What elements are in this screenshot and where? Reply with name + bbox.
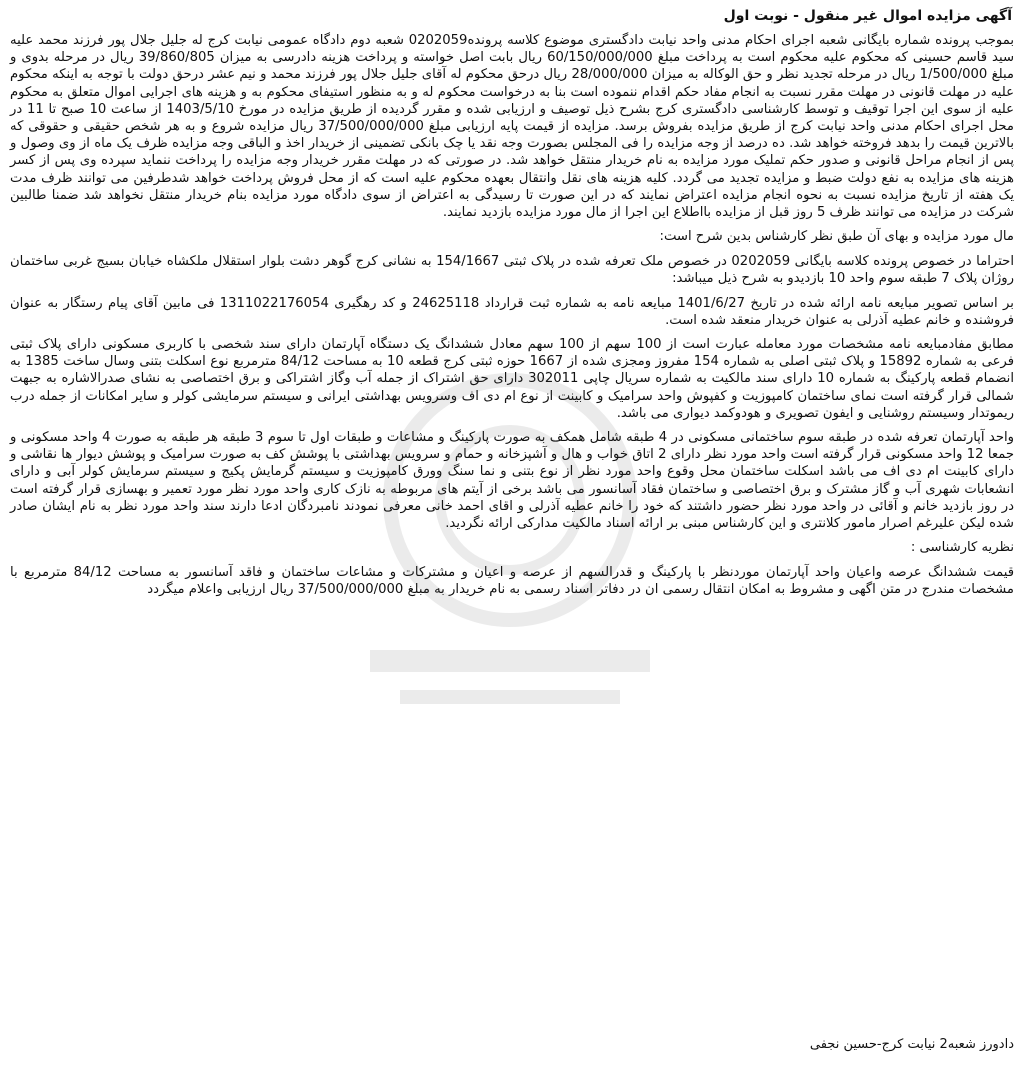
signature-footer: دادورز شعبه2 نیابت کرج-حسین نجفی <box>809 1037 1014 1052</box>
notice-title: آگهی مزایده اموال غیر منقول - نوبت اول <box>723 8 1012 24</box>
expert-valuation-paragraph: قیمت ششدانگ عرصه واعیان واحد آپارتمان موردنظر با پارکینگ و قدرالسهم از عرصه و اعیان و مشترکات و مشاعات ساختمان و فاقد آسانسور به مساحت 84/12 مترمربع با مشخصات مندرج در متن اگهی و مشروط به امکان انتقال رسمی ان در دفاتر اسناد رسمی به نام خریدار به مبلغ 37/500/000/000 ریال ارزیابی واعلام میگردد <box>10 565 1015 598</box>
contract-paragraph: بر اساس تصویر مبایعه نامه ارائه شده در تاریخ 1401/6/27 مبایعه نامه به شماره ثبت قرارداد 24625118 و کد رهگیری 1311022176054 فی مابین آقای پیام رستگار به عنوان فروشنده و خانم عطیه آذرلی به عنوان خریدار منعقد شده است. <box>10 295 1014 328</box>
apartment-description-paragraph: واحد آپارتمان تعرفه شده در طبقه سوم ساختمانی مسکونی در 4 طبقه شامل همکف به صورت پارکینگ و مشاعات و طبقات اول تا سوم 3 طبقه هر طبقه به صورت 4 واحد مسکونی و جمعا 12 واحد مسکونی قرار گرفته است واحد مورد نظر دارای 2 اتاق خواب و هال و آشپزخانه و حمام و سرویس بهداشتی با پوشش کف به صورت سرامیک و پوشش دیوار ها نقاشی و دارای کابینت ام دی اف می باشد اسکلت ساختمان محل وقوع واحد مورد نظر از نوع بتنی و نما سنگ وورق کامپوزیت و سیستم گرمایش پکیج و سیستم سرمایش کولر آبی و دارای انشعابات شهری آب و گاز مشترک و برق اختصاصی و ساختمان فقاد آسانسور می باشد برخی از آیتم های مربوطه به نازک کاری واحد مورد نظر مورد تعمیر و بهسازی قرار گرفته است در روز بازدید خانم و آقائی در واحد مورد نظر حضور داشتند که خود را خانم عطیه آذرلی و اقای احمد خانی معرفی نمودند نامبردگان ادعا دارند سند واحد مورد نظر به نام ایشان صادر شده لیکن علیرغم اصرار مامور کلانتری و این کارشناس مبنی بر ارائه اسناد مالکیت مدارکی ارائه نگردید. <box>10 430 1015 532</box>
property-address-paragraph: احتراما در خصوص پرونده کلاسه بایگانی 0202059 در خصوص ملک تعرفه شده در پلاک ثبتی 154/1667 به نشانی کرج گوهر دشت بلوار استقلال ملکشاه خیابان بسیج غربی ساختمان روژان پلاک 7 طبقه سوم واحد 10 بازدیدو به شرح ذیل میباشد: <box>10 254 1014 287</box>
property-heading: مال مورد مزایده و بهای آن طبق نظر کارشناس بدین شرح است: <box>659 229 1014 245</box>
expert-opinion-heading: نظریه کارشناسی : <box>910 540 1014 556</box>
property-specs-paragraph: مطابق مفادمبایعه نامه مشخصات مورد معامله عبارت است از 100 سهم از 100 سهم معادل ششدانگ یک دستگاه آپارتمان دارای سند شخصی با کاربری مسکونی دارای پلاک ثبتی فرعی به شماره 15892 و پلاک ثبتی اصلی به شماره 154 مفروز ومجزی شده از 1667 حوزه ثبتی کرج قطعه 10 به مساحت 84/12 مترمربع نوع اسکلت بتنی وسال ساخت 1385 به انضمام قطعه پارکینگ به شماره 10 دارای سند مالکیت به شماره سریال چاپی 302011 دارای حق اشتراک از جمله آب وگاز اشتراکی و برق اختصاصی به نشای صدرالاشاره به جبهت شمالی قرار گرفته است نمای ساختمان کامپوزیت و کفپوش واحد سرامیک و کابینت از نوع ام دی اف وسرویس بهداشتی ایرانی و سیستم سرمایشی کولر و سایر امکانات از جمله درب ریموتدار وسیستم روشنایی و ایفون تصویری و هودوکمد دیواری می باشد. <box>10 337 1015 421</box>
notice-paragraph-intro: بموجب پرونده شماره بایگانی شعبه اجرای احکام مدنی واحد نیابت دادگستری موضوع کلاسه پرونده0202059 شعبه دوم دادگاه عمومی نیابت کرج له جلیل جلال پور فرزند محمد علیه سید قاسم حسینی که محکوم علیه محکوم است به پرداخت مبلغ 60/150/000/000 ریال بابت اصل خواسته و پرداخت هزینه دادرسی به میزان 39/860/805 ریال در مرحله بدوی و مبلغ 1/500/000 ریال در مرحله تجدید نظر و حق الوکاله به میزان 28/000/000 ریال درحق محکوم له آقای جلیل جلال پور فرزند محمد و نیم عشر درحق دولت با توجه به اینکه محکوم علیه در مهلت قانونی در مهلت مقرر نسبت به انجام مفاد حکم اقدام ننموده است بنا به درخواست محکوم له و به منظور استیفای محکوم به و هزینه های اجرایی اموال متعلق به محکوم علیه از سوی این اجرا توقیف و توسط کارشناسی دادگستری کرج بشرح ذیل توصیف و ارزیابی شده و مقرر گردیده از طریق مزایده در مورخ 1403/5/10 از ساعت 10 صبح تا 11 در محل اجرای احکام مدنی واحد نیابت کرج از طریق مزایده بفروش برسد. مزایده از قیمت پایه ارزیابی مبلغ 37/500/000/000 ریال مزایده شروع و به هر شخص حقیقی و حقوقی که بالاترین قیمت را بدهد فروخته خواهد شد. ده درصد از وجه مزایده را فی المجلس بصورت وجه نقد یا چک بانکی تضمینی از خریدار اخذ و الباقی وجه مزایده ظرف یک ماه از وی وصول و پس از انجام مراحل قانونی و صدور حکم تملیک مورد مزایده به نام خریدار منتقل خواهد شد. در صورتی که در مهلت مقرر خریدار وجه مزایده را پرداخت ننماید سپرده وی پس از کسر هزینه های مزایده به نفع دولت ضبط و مزایده تجدید می گردد. کلیه هزینه های نقل وانتقال بعهده محکوم علیه است که از محل فروش پرداخت خواهد شدطرفین می توانند ظرف مدت یک هفته از تاریخ مزایده نسبت به نحوه انجام مزایده اعتراض نمایند که در این صورت تا رسیدگی به اعتراض از سوی دادگاه مورد مزایده بنام خریدار منتقل نخواهد شد ضمنا طالبین شرکت در مزایده می توانند ظرف 5 روز قبل از مزایده بااطلاع این اجرا از مال مورد مزایده بازدید نمایند. <box>10 33 1015 221</box>
